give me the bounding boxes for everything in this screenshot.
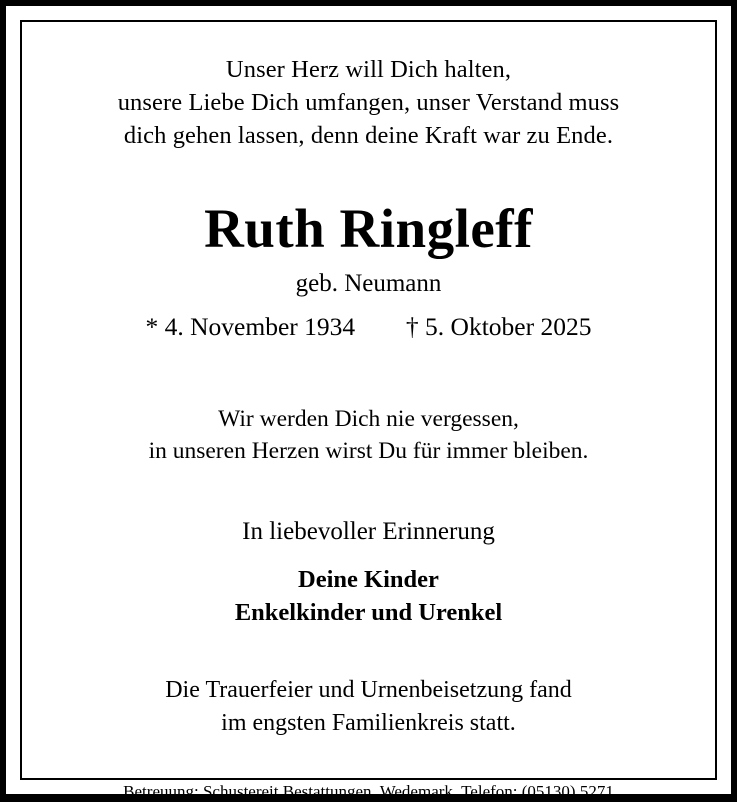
ceremony-note [165, 674, 572, 739]
verse-line-1: Unser Herz will Dich halten, [225, 56, 512, 83]
verse-line-3: dich gehen lassen, denn deine Kraft war zu Ende. [123, 121, 614, 149]
ceremony-line-2: im engsten Familienkreis statt. [221, 709, 516, 736]
funeral-home-footer: Betreuung: Schustereit Bestattungen, Wedemark, Telefon: (05130) 5271 [123, 781, 614, 801]
life-dates [146, 312, 592, 342]
family-signature [235, 563, 502, 629]
memorial-line-2: in unseren Herzen wirst Du für immer bleiben. [148, 438, 589, 465]
opening-verse [118, 54, 620, 152]
loving-memory-text: In liebevoller Erinnerung [242, 518, 495, 546]
memorial-line-1: Wir werden Dich nie vergessen, [218, 406, 519, 433]
obituary-inner-frame [20, 20, 717, 801]
birth-date: * 4. November 1934 [145, 312, 356, 342]
maiden-name: geb. Neumann [295, 270, 442, 298]
deceased-name: Ruth Ringleff [204, 198, 533, 260]
family-line-2: Enkelkinder und Urenkel [234, 599, 503, 627]
memorial-text [149, 404, 589, 468]
verse-line-2: unsere Liebe Dich umfangen, unser Verstand muss [117, 88, 620, 116]
family-line-1: Deine Kinder [298, 566, 439, 594]
ceremony-line-1: Die Trauerfeier und Urnenbeisetzung fand [165, 677, 572, 704]
death-date: † 5. Oktober 2025 [405, 312, 592, 342]
